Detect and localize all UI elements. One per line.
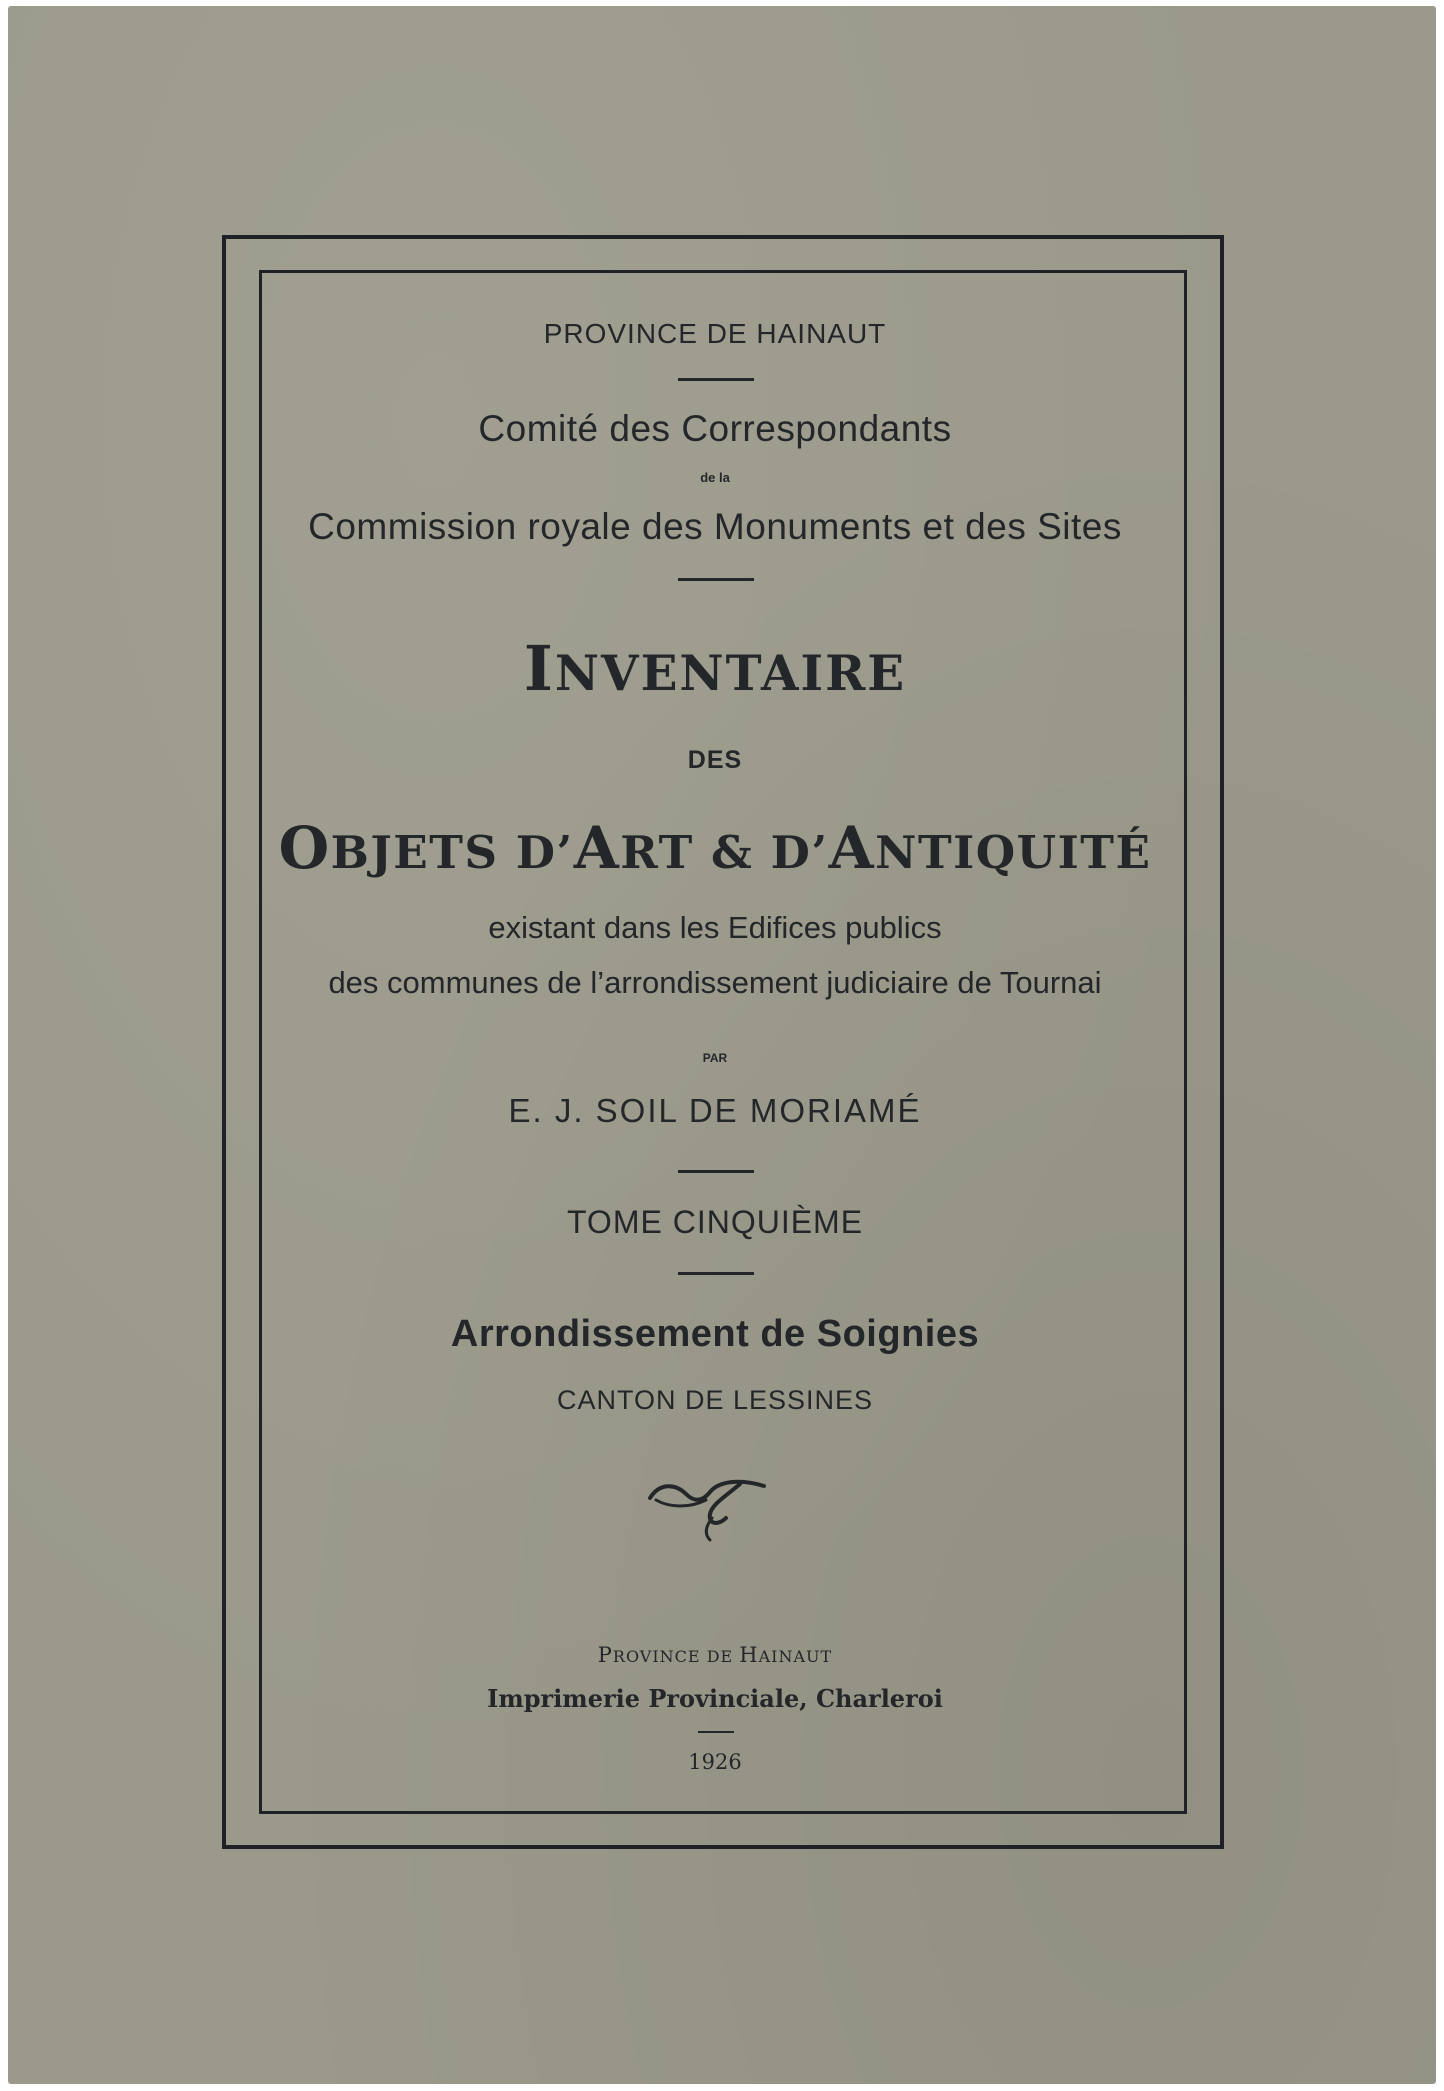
divider-rule — [678, 1170, 754, 1173]
publisher-province-part: ROVINCE — [612, 1647, 701, 1666]
title-part: A — [573, 814, 621, 882]
par-line: PAR — [702, 1051, 728, 1065]
title-part: D’ — [770, 826, 829, 879]
divider-rule — [678, 378, 754, 381]
title-part: D’ — [515, 826, 574, 879]
ornament-flourish-icon — [646, 1474, 770, 1544]
divider-rule — [678, 578, 754, 581]
publisher-name: Imprimerie Provinciale, Charleroi — [487, 1684, 943, 1713]
province-heading: PROVINCE DE HAINAUT — [543, 318, 887, 349]
divider-rule — [678, 1272, 754, 1275]
divider-rule-short — [698, 1731, 734, 1733]
publisher-province-part: P — [597, 1643, 613, 1667]
title-part: A — [828, 814, 876, 882]
de-la-line: de la — [700, 470, 730, 485]
subtitle-line-1: existant dans les Edifices publics — [488, 910, 942, 945]
publisher-province-part: H — [739, 1643, 759, 1667]
author-name: E. J. SOIL DE MORIAMÉ — [508, 1092, 922, 1129]
publisher-province-part: AINAUT — [758, 1647, 833, 1666]
publisher-province-part: DE — [700, 1647, 740, 1666]
canton-line: CANTON DE LESSINES — [556, 1385, 874, 1415]
subtitle-line-2: des communes de l’arrondissement judiciaire de Tournai — [328, 965, 1102, 1000]
title-part: RT — [620, 826, 712, 879]
title-part: O — [278, 814, 331, 882]
title-ampersand: & — [711, 826, 771, 879]
commission-line: Commission royale des Monuments et des Sites — [308, 506, 1122, 547]
title-part: NTIQUITÉ — [875, 826, 1152, 879]
title-initial: I — [523, 632, 555, 705]
title-part: BJETS — [330, 826, 516, 879]
tome-line: TOME CINQUIÈME — [566, 1204, 864, 1240]
publication-year: 1926 — [688, 1750, 742, 1774]
committee-line: Comité des Correspondants — [478, 408, 952, 449]
des-line: DES — [687, 746, 743, 774]
arrondissement-line: Arrondissement de Soignies — [450, 1313, 980, 1355]
title-rest: NVENTAIRE — [554, 646, 907, 702]
publisher-province — [214, 1643, 1216, 1667]
inner-border-frame — [259, 270, 1187, 1814]
main-title-objets — [214, 814, 1216, 882]
main-title-inventaire — [214, 632, 1216, 705]
